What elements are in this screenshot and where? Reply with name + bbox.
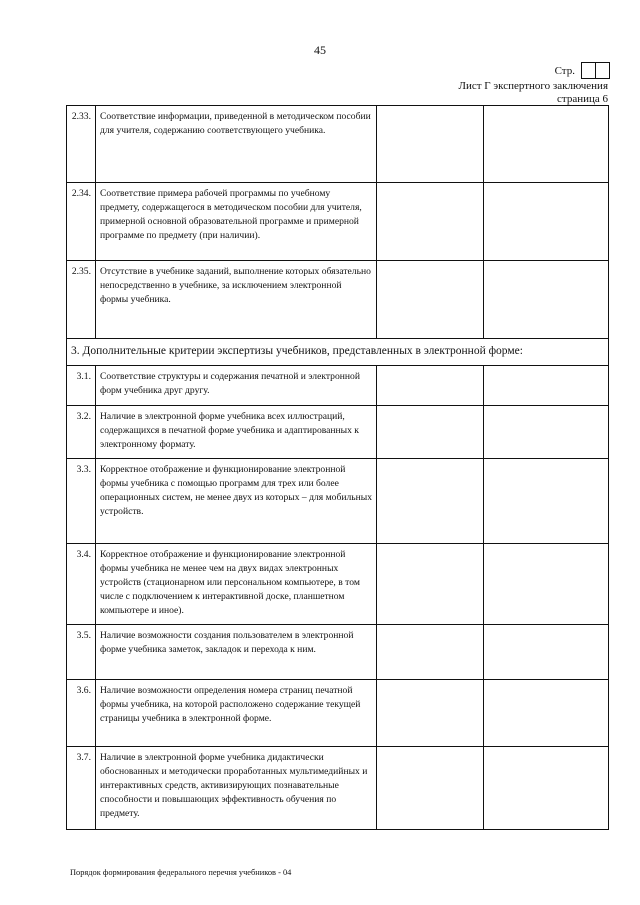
page-code-box bbox=[581, 62, 596, 79]
assessment-cell bbox=[377, 406, 484, 459]
criterion-number: 3.6. bbox=[67, 680, 96, 747]
assessment-cell bbox=[377, 366, 484, 406]
comment-cell bbox=[484, 680, 609, 747]
page-code-label: Стр. bbox=[554, 64, 575, 77]
comment-cell bbox=[484, 366, 609, 406]
document-footer: Порядок формирования федерального перечня учебников - 04 bbox=[70, 868, 292, 877]
table-row bbox=[67, 366, 609, 406]
sheet-page-label: страница 6 bbox=[557, 93, 608, 105]
page-code-box bbox=[596, 62, 610, 79]
table-row bbox=[67, 747, 609, 830]
table-row bbox=[67, 680, 609, 747]
criterion-text: Корректное отображение и функционирование электронной формы учебника не менее чем на двух видах электронных устройств (стационарном или персональном компьютере, в том числе с подключением к интерактивной доске, планшетном компьютере и иное). bbox=[96, 544, 377, 625]
criterion-number: 2.33. bbox=[67, 106, 96, 183]
criterion-number: 3.5. bbox=[67, 625, 96, 680]
table-row bbox=[67, 459, 609, 544]
section-title: 3. Дополнительные критерии экспертизы учебников, представленных в электронной форме: bbox=[67, 339, 609, 366]
assessment-cell bbox=[377, 747, 484, 830]
page-number: 45 bbox=[314, 43, 326, 57]
comment-cell bbox=[484, 106, 609, 183]
assessment-cell bbox=[377, 625, 484, 680]
criterion-number: 2.35. bbox=[67, 261, 96, 339]
comment-cell bbox=[484, 544, 609, 625]
section-row bbox=[67, 339, 609, 366]
page-code-field bbox=[555, 62, 610, 79]
table-row bbox=[67, 625, 609, 680]
comment-cell bbox=[484, 625, 609, 680]
table-row bbox=[67, 544, 609, 625]
page-code-boxes bbox=[581, 62, 610, 79]
criterion-number: 3.7. bbox=[67, 747, 96, 830]
table-row bbox=[67, 183, 609, 261]
criterion-text: Соответствие примера рабочей программы по учебному предмету, содержащегося в методическом пособии для учителя, примерной основной образовательной программе и примерной программе по предмету (при наличии). bbox=[96, 183, 377, 261]
table-row bbox=[67, 106, 609, 183]
criterion-text: Соответствие структуры и содержания печатной и электронной форм учебника друг другу. bbox=[96, 366, 377, 406]
criterion-text: Корректное отображение и функционирование электронной формы учебника с помощью программ для трех или более операционных систем, не менее двух из которых – для мобильных устройств. bbox=[96, 459, 377, 544]
criterion-number: 3.2. bbox=[67, 406, 96, 459]
assessment-cell bbox=[377, 261, 484, 339]
assessment-cell bbox=[377, 680, 484, 747]
comment-cell bbox=[484, 183, 609, 261]
comment-cell bbox=[484, 261, 609, 339]
table-row bbox=[67, 406, 609, 459]
assessment-cell bbox=[377, 106, 484, 183]
criteria-table bbox=[66, 105, 609, 830]
criterion-text: Наличие возможности создания пользователем в электронной форме учебника заметок, закладок и перехода к ним. bbox=[96, 625, 377, 680]
assessment-cell bbox=[377, 544, 484, 625]
comment-cell bbox=[484, 459, 609, 544]
criterion-number: 2.34. bbox=[67, 183, 96, 261]
criterion-text: Наличие в электронной форме учебника дидактически обоснованных и методически проработанных мультимедийных и интерактивных средств, активизирующих познавательные способности и повышающих эффективность обучения по предмету. bbox=[96, 747, 377, 830]
criterion-number: 3.4. bbox=[67, 544, 96, 625]
sheet-title-line: Лист Г экспертного заключения bbox=[458, 80, 608, 92]
criterion-text: Отсутствие в учебнике заданий, выполнение которых обязательно непосредственно в учебнике, за исключением электронной формы учебника. bbox=[96, 261, 377, 339]
criterion-text: Соответствие информации, приведенной в методическом пособии для учителя, содержанию соответствующего учебника. bbox=[96, 106, 377, 183]
comment-cell bbox=[484, 406, 609, 459]
comment-cell bbox=[484, 747, 609, 830]
table-row bbox=[67, 261, 609, 339]
criterion-number: 3.3. bbox=[67, 459, 96, 544]
sheet-title bbox=[459, 80, 608, 106]
criterion-text: Наличие возможности определения номера страниц печатной формы учебника, на которой расположено содержание текущей страницы учебника в электронной форме. bbox=[96, 680, 377, 747]
assessment-cell bbox=[377, 459, 484, 544]
criterion-number: 3.1. bbox=[67, 366, 96, 406]
assessment-cell bbox=[377, 183, 484, 261]
criterion-text: Наличие в электронной форме учебника всех иллюстраций, содержащихся в печатной форме учебника и адаптированных к электронному формату. bbox=[96, 406, 377, 459]
